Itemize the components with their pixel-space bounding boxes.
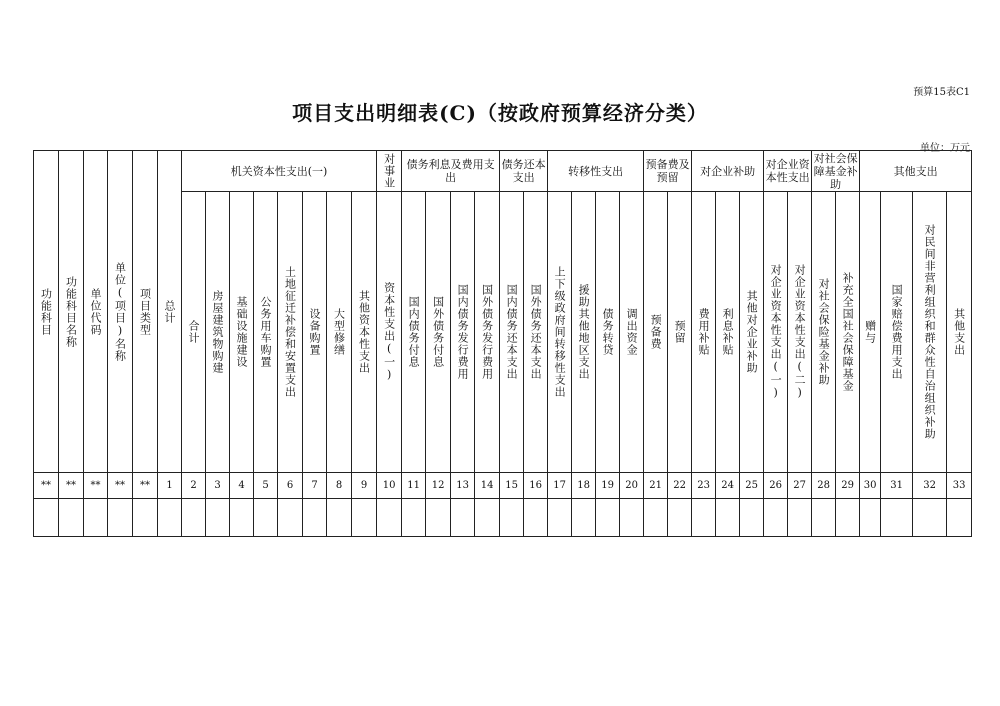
data-cell[interactable] — [230, 499, 254, 537]
column-number-cell: 13 — [451, 473, 475, 499]
marker-cell: ** — [84, 473, 108, 499]
column-header-27: 对企业资本性支出(二) — [788, 192, 812, 473]
column-header-7: 设备购置 — [303, 192, 327, 473]
marker-cell: ** — [34, 473, 59, 499]
data-cell[interactable] — [34, 499, 59, 537]
data-cell[interactable] — [812, 499, 836, 537]
column-header-12: 国外债务付息 — [426, 192, 451, 473]
column-header-22: 预留 — [668, 192, 692, 473]
marker-cell: ** — [59, 473, 84, 499]
column-number-cell: 7 — [303, 473, 327, 499]
left-header-0: 功能科目 — [34, 151, 59, 473]
group-header-6: 对企业补助 — [692, 151, 764, 192]
column-number-cell: 28 — [812, 473, 836, 499]
data-cell[interactable] — [402, 499, 426, 537]
column-header-5: 公务用车购置 — [254, 192, 278, 473]
column-number-cell: 12 — [426, 473, 451, 499]
group-header-1: 对事业 — [377, 151, 402, 192]
column-header-17: 上下级政府间转移性支出 — [548, 192, 572, 473]
column-number-row — [34, 473, 972, 499]
group-header-4: 转移性支出 — [548, 151, 644, 192]
left-header-3: 单位(项目)名称 — [108, 151, 133, 473]
data-cell[interactable] — [572, 499, 596, 537]
data-cell[interactable] — [206, 499, 230, 537]
group-header-8: 对社会保障基金补助 — [813, 151, 858, 191]
data-cell[interactable] — [59, 499, 84, 537]
column-header-20: 调出资金 — [620, 192, 644, 473]
data-cell[interactable] — [836, 499, 860, 537]
marker-cell: ** — [133, 473, 158, 499]
column-number-cell: 2 — [182, 473, 206, 499]
column-number-cell: 21 — [644, 473, 668, 499]
group-header-9: 其他支出 — [860, 151, 972, 192]
column-number-cell: 27 — [788, 473, 812, 499]
expense-detail-table — [33, 150, 972, 537]
group-header-3: 债务还本支出 — [500, 151, 548, 192]
column-header-15: 国内债务还本支出 — [500, 192, 524, 473]
column-header-21: 预备费 — [644, 192, 668, 473]
data-cell[interactable] — [620, 499, 644, 537]
column-number-cell: 24 — [716, 473, 740, 499]
data-cell[interactable] — [133, 499, 158, 537]
column-number-cell: 9 — [352, 473, 377, 499]
group-header-row — [34, 151, 972, 192]
data-cell[interactable] — [548, 499, 572, 537]
left-header-5: 总计 — [158, 151, 182, 473]
data-cell[interactable] — [254, 499, 278, 537]
column-number-cell: 14 — [475, 473, 500, 499]
column-number-cell: 5 — [254, 473, 278, 499]
column-header-6: 土地征迁补偿和安置支出 — [278, 192, 303, 473]
data-cell[interactable] — [475, 499, 500, 537]
column-header-3: 房屋建筑物购建 — [206, 192, 230, 473]
group-header-2: 债务利息及费用支出 — [402, 151, 500, 192]
column-number-cell: 31 — [881, 473, 913, 499]
column-header-4: 基础设施建设 — [230, 192, 254, 473]
data-cell[interactable] — [644, 499, 668, 537]
column-number-cell: 25 — [740, 473, 764, 499]
column-header-32: 对民间非营利组织和群众性自治组织补助 — [913, 192, 947, 473]
data-cell[interactable] — [716, 499, 740, 537]
column-header-24: 利息补贴 — [716, 192, 740, 473]
column-header-28: 对社会保险基金补助 — [812, 192, 836, 473]
column-number-cell: 8 — [327, 473, 352, 499]
data-cell[interactable] — [451, 499, 475, 537]
data-cell[interactable] — [913, 499, 947, 537]
column-header-25: 其他对企业补助 — [740, 192, 764, 473]
column-header-2: 合计 — [182, 192, 206, 473]
column-header-29: 补充全国社会保障基金 — [836, 192, 860, 473]
group-header-7: 对企业资本性支出 — [764, 151, 812, 192]
column-header-10: 资本性支出(一) — [377, 192, 402, 473]
unit-label: 单位：万元 — [920, 143, 970, 154]
data-cell[interactable] — [524, 499, 548, 537]
data-cell[interactable] — [788, 499, 812, 537]
column-number-cell: 20 — [620, 473, 644, 499]
column-header-26: 对企业资本性支出(一) — [764, 192, 788, 473]
column-number-cell: 30 — [860, 473, 881, 499]
left-header-2: 单位代码 — [84, 151, 108, 473]
column-header-33: 其他支出 — [947, 192, 972, 473]
column-number-cell: 22 — [668, 473, 692, 499]
data-cell[interactable] — [84, 499, 108, 537]
column-header-14: 国外债务发行费用 — [475, 192, 500, 473]
column-header-30: 赠与 — [860, 192, 881, 473]
column-header-9: 其他资本性支出 — [352, 192, 377, 473]
column-number-cell: 32 — [913, 473, 947, 499]
column-header-23: 费用补贴 — [692, 192, 716, 473]
data-cell[interactable] — [764, 499, 788, 537]
page-title: 项目支出明细表(C)（按政府预算经济分类） — [292, 101, 708, 125]
data-cell[interactable] — [860, 499, 881, 537]
column-number-cell: 1 — [158, 473, 182, 499]
column-header-31: 国家赔偿费用支出 — [881, 192, 913, 473]
data-cell[interactable] — [377, 499, 402, 537]
data-cell[interactable] — [182, 499, 206, 537]
data-cell[interactable] — [108, 499, 133, 537]
column-number-cell: 19 — [596, 473, 620, 499]
data-cell[interactable] — [426, 499, 451, 537]
data-cell[interactable] — [158, 499, 182, 537]
column-number-cell: 29 — [836, 473, 860, 499]
data-cell[interactable] — [303, 499, 327, 537]
left-header-1: 功能科目名称 — [59, 151, 84, 473]
left-header-4: 项目类型 — [133, 151, 158, 473]
column-number-cell: 11 — [402, 473, 426, 499]
column-number-cell: 10 — [377, 473, 402, 499]
data-row — [34, 499, 972, 537]
column-number-cell: 16 — [524, 473, 548, 499]
data-cell[interactable] — [500, 499, 524, 537]
column-header-13: 国内债务发行费用 — [451, 192, 475, 473]
column-number-cell: 26 — [764, 473, 788, 499]
column-number-cell: 3 — [206, 473, 230, 499]
data-cell[interactable] — [881, 499, 913, 537]
column-header-16: 国外债务还本支出 — [524, 192, 548, 473]
marker-cell: ** — [108, 473, 133, 499]
data-cell[interactable] — [692, 499, 716, 537]
data-cell[interactable] — [327, 499, 352, 537]
data-cell[interactable] — [352, 499, 377, 537]
data-cell[interactable] — [740, 499, 764, 537]
data-cell[interactable] — [947, 499, 972, 537]
column-number-cell: 6 — [278, 473, 303, 499]
group-header-0: 机关资本性支出(一) — [182, 151, 377, 192]
column-number-cell: 17 — [548, 473, 572, 499]
column-number-cell: 18 — [572, 473, 596, 499]
data-cell[interactable] — [278, 499, 303, 537]
data-cell[interactable] — [668, 499, 692, 537]
column-header-18: 援助其他地区支出 — [572, 192, 596, 473]
column-number-cell: 15 — [500, 473, 524, 499]
column-number-cell: 23 — [692, 473, 716, 499]
report-code: 预算15表C1 — [913, 87, 970, 98]
column-header-8: 大型修缮 — [327, 192, 352, 473]
column-header-19: 债务转贷 — [596, 192, 620, 473]
column-header-11: 国内债务付息 — [402, 192, 426, 473]
group-header-5: 预备费及预留 — [644, 151, 692, 192]
column-number-cell: 4 — [230, 473, 254, 499]
data-cell[interactable] — [596, 499, 620, 537]
column-number-cell: 33 — [947, 473, 972, 499]
